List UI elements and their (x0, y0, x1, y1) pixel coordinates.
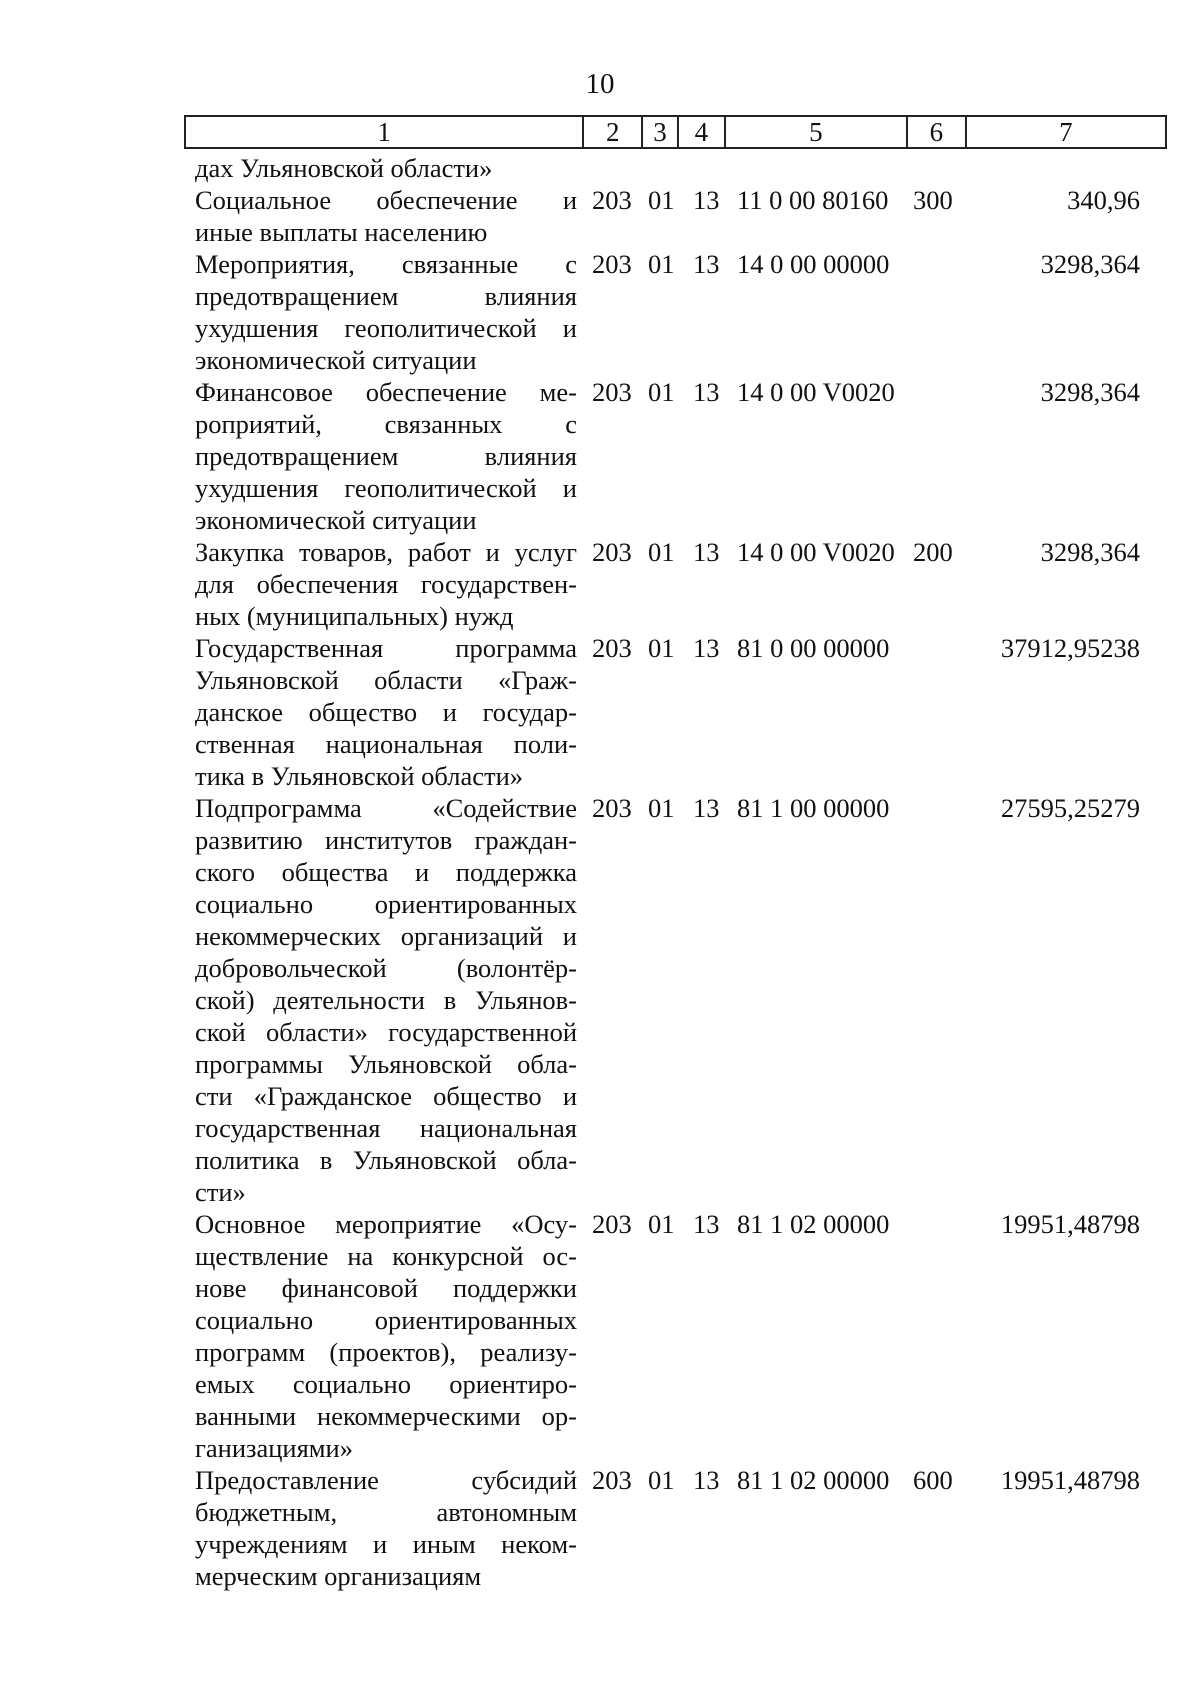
row-name-line: иные выплаты населению (195, 217, 488, 247)
cell-c4: 13 (693, 537, 720, 567)
table-row (0, 248, 1200, 376)
cell-c2: 203 (592, 633, 632, 663)
header-cell-1: 1 (186, 117, 584, 147)
cell-c4: 13 (693, 185, 720, 215)
row-name-line: ганизациями» (195, 1433, 353, 1463)
header-cell-7: 7 (1059, 116, 1073, 147)
cell-c7: 3298,364 (1040, 537, 1140, 567)
table-body (0, 152, 1200, 1592)
row-name-line: тика в Ульяновской области» (195, 761, 524, 791)
table-row (0, 792, 1200, 1208)
row-name-line: ных (муниципальных) нужд (195, 601, 514, 631)
cell-c4: 13 (693, 249, 720, 279)
row-name (195, 152, 577, 184)
cell-c7: 3298,364 (1040, 377, 1140, 407)
cell-c2: 203 (592, 249, 632, 279)
row-name (195, 248, 577, 376)
table-row (0, 152, 1200, 184)
cell-c5: 14 0 00 00000 (737, 249, 890, 279)
cell-c4: 13 (693, 1209, 720, 1239)
row-name-line: государственная национальная (195, 1113, 577, 1143)
page-number: 10 (585, 68, 615, 100)
cell-c3: 01 (648, 537, 675, 567)
table-row (0, 376, 1200, 536)
cell-c7: 340,96 (1067, 185, 1140, 215)
row-name (195, 376, 577, 536)
row-name (195, 1464, 577, 1592)
table-header (184, 115, 1167, 149)
header-cell-6: 6 (908, 117, 967, 147)
row-name-line: роприятий, связанных с (195, 409, 577, 439)
cell-c5: 81 0 00 00000 (737, 633, 890, 663)
cell-c7: 27595,25279 (1000, 793, 1140, 823)
cell-c7: 19951,48798 (1000, 1209, 1140, 1239)
cell-c2: 203 (592, 185, 632, 215)
cell-c2: 203 (592, 537, 632, 567)
cell-c4: 13 (693, 1465, 720, 1495)
cell-c5: 14 0 00 V0020 (737, 377, 895, 407)
cell-c4: 13 (693, 793, 720, 823)
cell-c3: 01 (648, 377, 675, 407)
row-name-line: сти «Гражданское общество и (195, 1081, 577, 1111)
row-name-line: Мероприятия, связанные с (195, 249, 577, 279)
row-name-line: добровольческой (волонтёр- (195, 953, 577, 983)
row-name-line: Ульяновской области «Граж- (195, 665, 577, 695)
row-name-line: предотвращением влияния (195, 441, 577, 471)
table-row (0, 1208, 1200, 1464)
row-name (195, 536, 577, 632)
cell-c7: 37912,95238 (1000, 633, 1140, 663)
cell-c5: 81 1 00 00000 (737, 793, 890, 823)
row-name-line: мерческим организациям (195, 1561, 482, 1591)
table-row (0, 184, 1200, 248)
cell-c6: 200 (913, 537, 953, 567)
cell-c3: 01 (648, 1209, 675, 1239)
row-name-line: дах Ульяновской области» (195, 153, 493, 183)
row-name-line: учреждениям и иным неком- (195, 1529, 577, 1559)
header-cell-5: 5 (726, 117, 908, 147)
header-cell-3: 3 (643, 117, 679, 147)
cell-c4: 13 (693, 633, 720, 663)
row-name-line: емых социально ориентиро- (195, 1369, 577, 1399)
row-name-line: Социальное обеспечение и (195, 185, 577, 215)
row-name-line: Предоставление субсидий (195, 1465, 577, 1495)
row-name-line: Подпрограмма «Содействие (195, 793, 577, 823)
row-name-line: экономической ситуации (195, 345, 477, 375)
row-name-line: ской области» государственной (195, 1017, 577, 1047)
cell-c2: 203 (592, 1465, 632, 1495)
header-cell-4: 4 (679, 117, 726, 147)
cell-c7: 3298,364 (1040, 249, 1140, 279)
row-name-line: программ (проектов), реализу- (195, 1337, 577, 1367)
row-name-line: Основное мероприятие «Осу- (195, 1209, 577, 1239)
row-name-line: Закупка товаров, работ и услуг (195, 537, 577, 567)
cell-c3: 01 (648, 1465, 675, 1495)
table-row (0, 632, 1200, 792)
row-name-line: данское общество и государ- (195, 697, 577, 727)
cell-c3: 01 (648, 793, 675, 823)
row-name-line: ществление на конкурсной ос- (195, 1241, 577, 1271)
cell-c3: 01 (648, 249, 675, 279)
row-name-line: сти» (195, 1177, 246, 1207)
row-name-line: бюджетным, автономным (195, 1497, 577, 1527)
row-name (195, 792, 577, 1208)
row-name-line: Финансовое обеспечение ме- (195, 377, 577, 407)
row-name-line: экономической ситуации (195, 505, 477, 535)
cell-c5: 11 0 00 80160 (737, 185, 889, 215)
row-name-line: ухудшения геополитической и (195, 313, 577, 343)
cell-c4: 13 (693, 377, 720, 407)
cell-c2: 203 (592, 793, 632, 823)
row-name (195, 1208, 577, 1464)
table-row (0, 1464, 1200, 1592)
row-name (195, 184, 577, 248)
cell-c2: 203 (592, 377, 632, 407)
row-name-line: предотвращением влияния (195, 281, 577, 311)
row-name-line: некоммерческих организаций и (195, 921, 577, 951)
cell-c7: 19951,48798 (1000, 1465, 1140, 1495)
cell-c5: 14 0 00 V0020 (737, 537, 895, 567)
cell-c6: 300 (913, 185, 953, 215)
row-name-line: для обеспечения государствен- (195, 569, 577, 599)
row-name-line: социально ориентированных (195, 1305, 577, 1335)
row-name-line: ской) деятельности в Ульянов- (195, 985, 577, 1015)
row-name (195, 632, 577, 792)
cell-c5: 81 1 02 00000 (737, 1209, 890, 1239)
row-name-line: политика в Ульяновской обла- (195, 1145, 577, 1175)
row-name-line: социально ориентированных (195, 889, 577, 919)
row-name-line: ского общества и поддержка (195, 857, 577, 887)
row-name-line: развитию институтов граждан- (195, 825, 577, 855)
header-cell-2: 2 (584, 117, 643, 147)
row-name-line: нове финансовой поддержки (195, 1273, 577, 1303)
cell-c3: 01 (648, 185, 675, 215)
row-name-line: программы Ульяновской обла- (195, 1049, 577, 1079)
row-name-line: ухудшения геополитической и (195, 473, 577, 503)
row-name-line: ванными некоммерческими ор- (195, 1401, 577, 1431)
cell-c5: 81 1 02 00000 (737, 1465, 890, 1495)
cell-c3: 01 (648, 633, 675, 663)
table-row (0, 536, 1200, 632)
row-name-line: ственная национальная поли- (195, 729, 577, 759)
row-name-line: Государственная программа (195, 633, 577, 663)
cell-c2: 203 (592, 1209, 632, 1239)
cell-c6: 600 (913, 1465, 953, 1495)
